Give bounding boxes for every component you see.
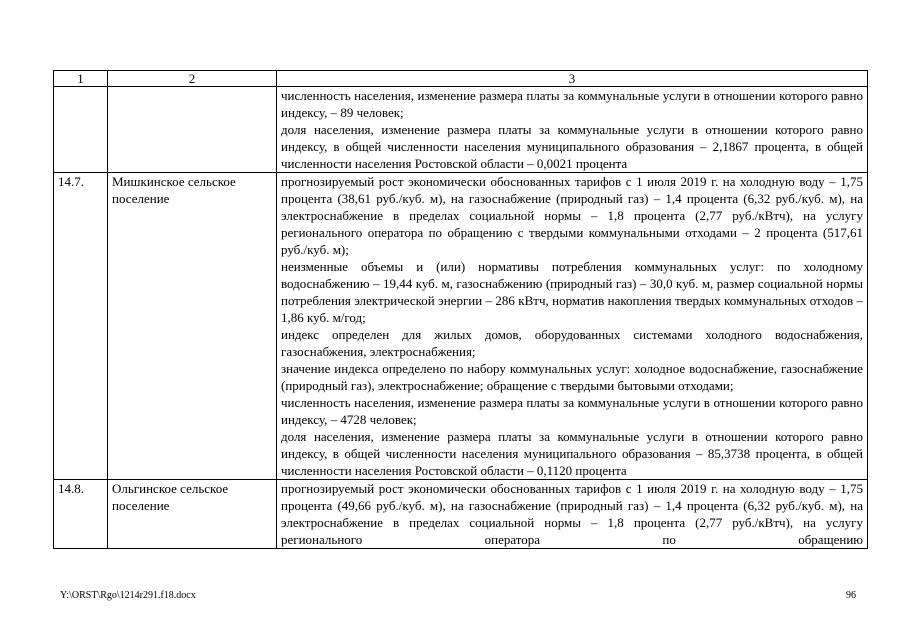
paragraph: доля населения, изменение размера платы за коммунальные услуги в отношении которого равно индексу, в общей численности населения муниципального образования – 2,1867 процента, в общей численности населения Ростовской области – 0,0021 процента — [281, 122, 863, 171]
paragraph: численность населения, изменение размера платы за коммунальные услуги в отношении которого равно индексу, – 4728 человек; — [281, 395, 863, 427]
paragraph: прогнозируемый рост экономически обоснованных тарифов с 1 июля 2019 г. на холодную воду – 1,75 процента (38,61 руб./куб. м), на газоснабжение (природный газ) – 1,4 процента (6,32 руб./куб. м), на электроснабжение в пределах социальной нормы – 1,8 процента (2,77 руб./кВтч), на услугу регионального оператора по обращению с твердыми коммунальными отходами – 2 процента (517,61 руб./куб. м); — [281, 174, 863, 257]
header-row — [54, 71, 868, 87]
header-cell-1: 1 — [54, 71, 108, 87]
description-cell — [277, 480, 868, 549]
paragraph: значение индекса определено по набору коммунальных услуг: холодное водоснабжение, газоснабжение (природный газ), электроснабжение; обращение с твердыми бытовыми отходами; — [281, 361, 863, 393]
settlement-name: Мишкинское сельское поселение — [108, 173, 277, 480]
row-number: 14.8. — [54, 480, 108, 549]
settlement-name: Ольгинское сельское поселение — [108, 480, 277, 549]
paragraph: численность населения, изменение размера платы за коммунальные услуги в отношении которого равно индексу, – 89 человек; — [281, 88, 863, 120]
continuation-name-cell — [108, 87, 277, 173]
paragraph: неизменные объемы и (или) нормативы потребления коммунальных услуг: по холодному водоснабжению – 19,44 куб. м, газоснабжению (природный газ) – 30,0 куб. м, размер социальной нормы потребления электрической энергии – 286 кВтч, норматив накопления твердых коммунальных отходов – 1,86 куб. м/год; — [281, 259, 863, 325]
tariff-table — [53, 70, 868, 549]
footer-file-path: Y:\ORST\Rgo\1214r291.f18.docx — [60, 590, 196, 601]
continuation-row — [54, 87, 868, 173]
paragraph: индекс определен для жилых домов, оборудованных системами холодного водоснабжения, газоснабжения, электроснабжения; — [281, 327, 863, 359]
header-cell-2: 2 — [108, 71, 277, 87]
paragraph: прогнозируемый рост экономически обоснованных тарифов с 1 июля 2019 г. на холодную воду – 1,75 процента (49,66 руб./куб. м), на газоснабжение (природный газ) – 1,4 процента (6,32 руб./куб. м), на электроснабжение в пределах социальной нормы – 1,8 процента (2,77 руб./кВтч), на услугу регионального оператора по обращению — [281, 481, 863, 547]
table-row — [54, 173, 868, 480]
page-number: 96 — [846, 590, 856, 601]
description-cell — [277, 173, 868, 480]
continuation-text-cell — [277, 87, 868, 173]
header-cell-3: 3 — [277, 71, 868, 87]
paragraph: доля населения, изменение размера платы за коммунальные услуги в отношении которого равно индексу, в общей численности населения муниципального образования – 85,3738 процента, в общей численности населения Ростовской области – 0,1120 процента — [281, 429, 863, 478]
row-number: 14.7. — [54, 173, 108, 480]
table-row — [54, 480, 868, 549]
continuation-num-cell — [54, 87, 108, 173]
